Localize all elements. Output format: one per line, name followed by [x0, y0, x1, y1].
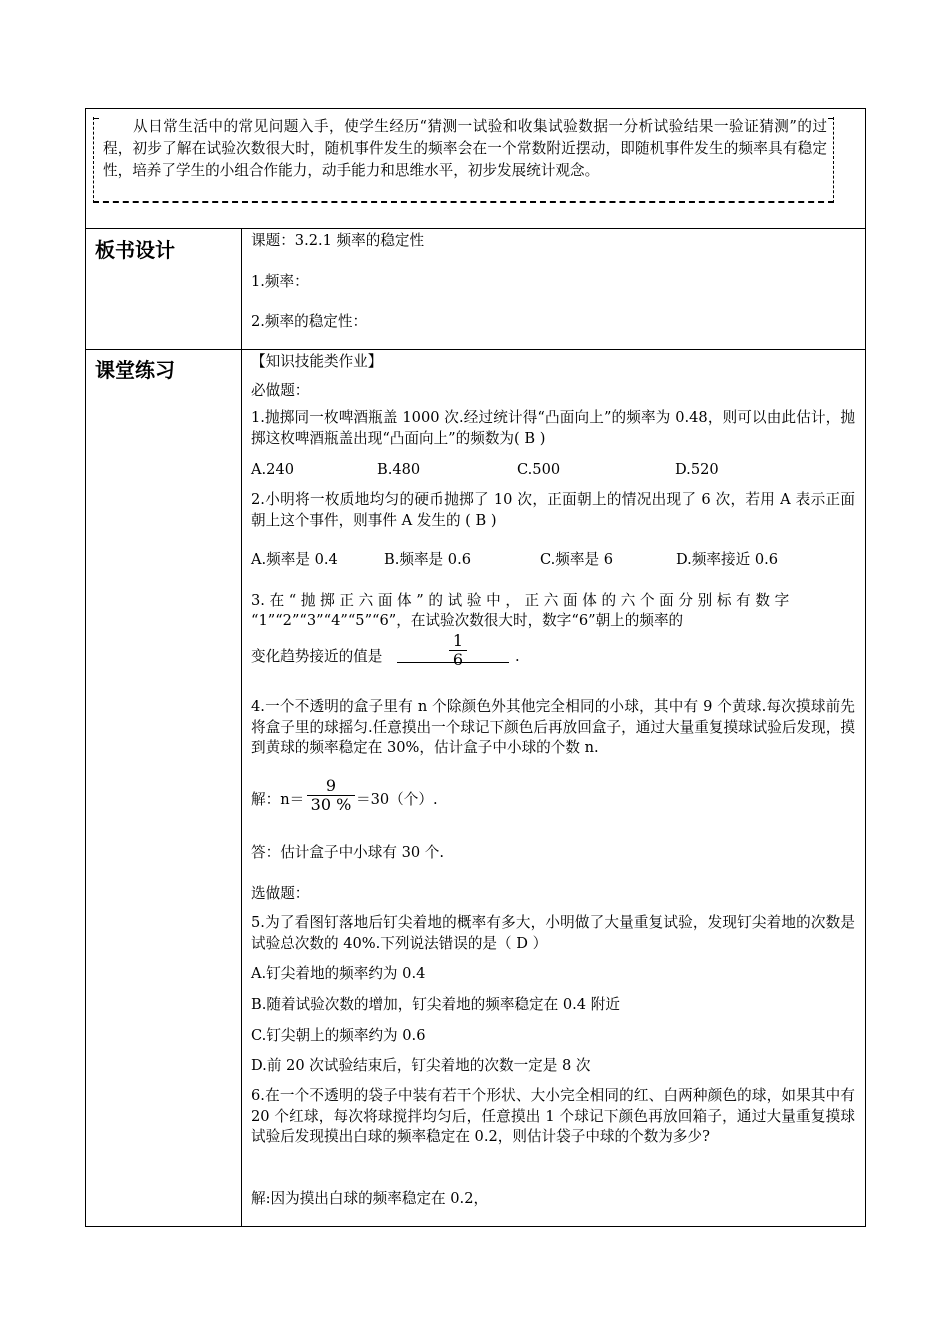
- q5-option-b: B.随着试验次数的增加，钉尖着地的频率稳定在 0.4 附近: [251, 996, 620, 1013]
- q4-solution-numerator: 9: [325, 776, 337, 795]
- q2-option-d: D.频率接近 0.6: [676, 551, 779, 568]
- q5-option-a: A.钉尖着地的频率约为 0.4: [251, 965, 426, 982]
- dash-corner-tr: [828, 118, 834, 119]
- required-heading: 必做题：: [251, 382, 310, 399]
- q6-solution: 解:因为摸出白球的频率稳定在 0.2，: [251, 1190, 489, 1207]
- optional-heading: 选做题：: [251, 885, 310, 902]
- q1-option-b: B.480: [377, 461, 421, 478]
- q4-solution-fraction: [307, 777, 355, 814]
- question-3-line-3: 变化趋势接近的值是: [251, 648, 383, 665]
- board-item-2: 2.频率的稳定性：: [251, 313, 368, 330]
- q2-option-c: C.频率是 6: [540, 551, 613, 568]
- q1-option-c: C.500: [517, 461, 561, 478]
- board-title: 课题：3.2.1 频率的稳定性: [251, 232, 425, 249]
- q3-answer-fraction: [449, 632, 467, 669]
- board-design-label: 板书设计: [95, 238, 175, 262]
- q1-option-d: D.520: [675, 461, 719, 478]
- row-divider-1: [85, 228, 866, 229]
- row-divider-2: [85, 349, 866, 350]
- practice-heading: 【知识技能类作业】: [251, 353, 383, 370]
- q4-solution-prefix: 解：n＝: [251, 791, 305, 808]
- question-1: 1.抛掷同一枚啤酒瓶盖 1000 次.经过统计得“凸面向上”的频率为 0.48，则可以由此估计，抛掷这枚啤酒瓶盖出现“凸面向上”的频数为( B ): [251, 409, 855, 447]
- question-6: 6.在一个不透明的袋子中装有若干个形状、大小完全相同的红、白两种颜色的球，如果其中有 20 个红球，每次将球搅拌均匀后，任意摸出 1 个球记下颜色再放回箱子，通过大量重复摸球试验后发现摸出白球的频率稳定在 0.2，则估计袋子中球的个数为多少?: [251, 1087, 855, 1145]
- q2-option-a: A.频率是 0.4: [251, 551, 338, 568]
- q2-option-b: B.频率是 0.6: [384, 551, 471, 568]
- q3-answer-numerator: 1: [452, 631, 464, 650]
- q1-option-a: A.240: [251, 461, 295, 478]
- question-5: 5.为了看图钉落地后钉尖着地的概率有多大，小明做了大量重复试验，发现钉尖着地的次数是试验总次数的 40%.下列说法错误的是（ D ）: [251, 914, 855, 952]
- q3-answer-denominator: 6: [449, 650, 467, 669]
- practice-label: 课堂练习: [95, 358, 175, 382]
- q4-solution-denominator: 30 %: [307, 795, 355, 814]
- question-3-line-1: 3. 在 “ 抛 掷 正 六 面 体 ” 的 试 验 中 ， 正 六 面 体 的 六 个 面 分 别 标 有 数 字: [251, 592, 790, 609]
- objective-summary: 从日常生活中的常见问题入手，使学生经历“猜测一试验和收集试验数据一分析试验结果一验证猜测”的过程，初步了解在试验次数很大时，随机事件发生的频率会在一个常数附近摆动，即随机事件发生的频率具有稳定性，培养了学生的小组合作能力，动手能力和思维水平，初步发展统计观念。: [103, 118, 827, 179]
- q3-end: .: [515, 648, 520, 665]
- column-divider: [241, 228, 242, 1227]
- question-2: 2.小明将一枚质地均匀的硬币抛掷了 10 次，正面朝上的情况出现了 6 次，若用 A 表示正面朝上这个事件，则事件 A 发生的 ( B ): [251, 491, 855, 529]
- q4-solution-suffix: ＝30（个）.: [356, 791, 438, 808]
- question-4: 4.一个不透明的盒子里有 n 个除颜色外其他完全相同的小球，其中有 9 个黄球.每次摸球前先将盒子里的球摇匀.任意摸出一个球记下颜色后再放回盒子，通过大量重复摸球试验后发现，摸到黄球的频率稳定在 30%，估计盒子中小球的个数 n.: [251, 698, 855, 756]
- board-item-1: 1.频率：: [251, 273, 309, 290]
- q5-option-c: C.钉尖朝上的频率约为 0.6: [251, 1027, 426, 1044]
- dash-corner-tl: [93, 118, 99, 119]
- q4-answer: 答：估计盒子中小球有 30 个.: [251, 844, 445, 861]
- question-3-line-2: “1”“2”“3”“4”“5”“6”，在试验次数很大时，数字“6”朝上的频率的: [251, 612, 684, 629]
- q5-option-d: D.前 20 次试验结束后，钉尖着地的次数一定是 8 次: [251, 1057, 591, 1074]
